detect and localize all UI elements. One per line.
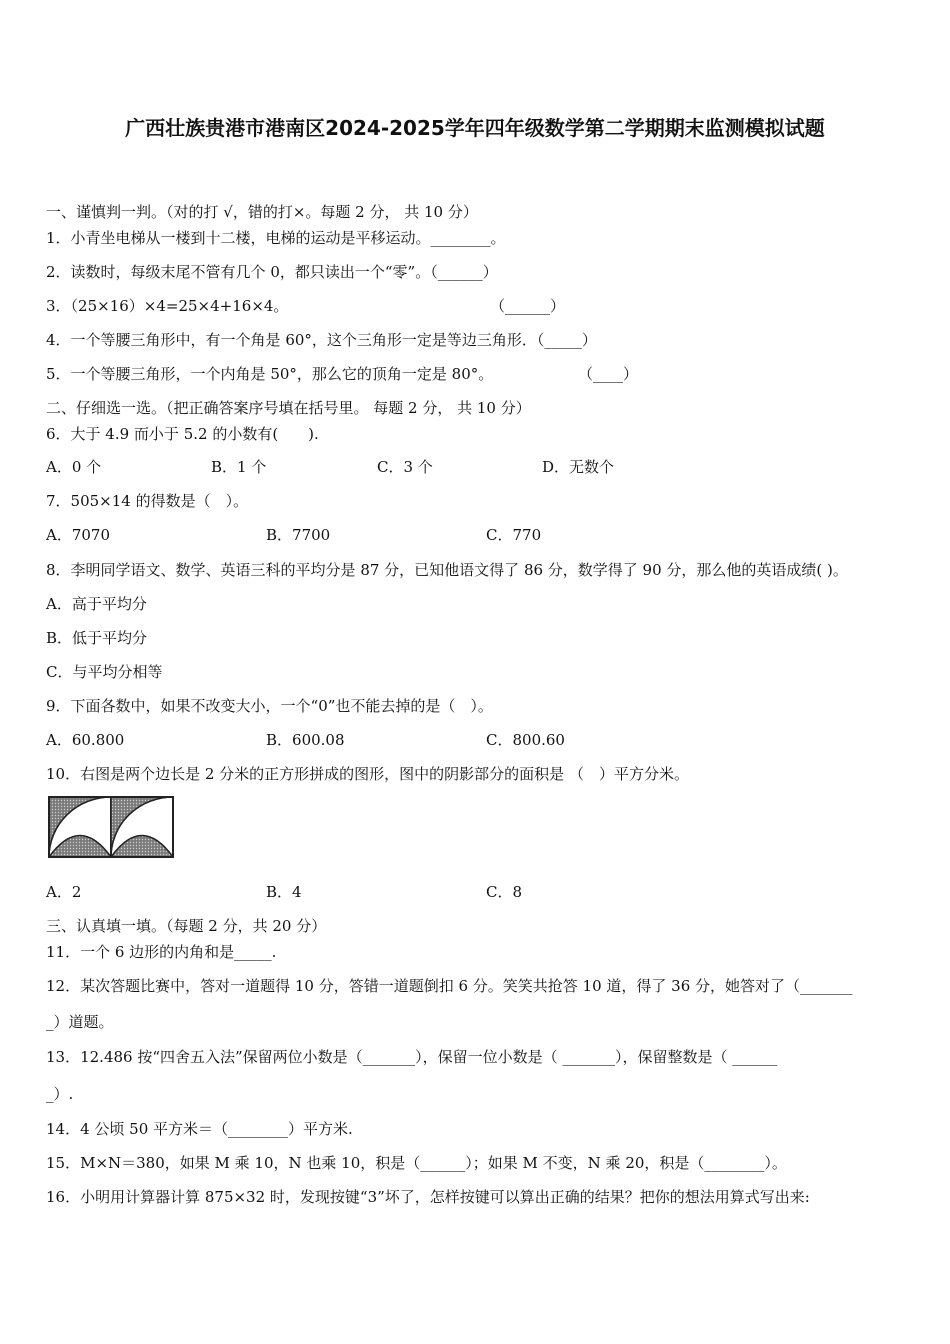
q8-option-c: C．与平均分相等	[46, 663, 163, 681]
question-5-blank: （____）	[578, 365, 639, 383]
question-3-blank: （______）	[490, 297, 566, 315]
q9-option-c: C．800.60	[486, 731, 565, 749]
question-11: 11．一个 6 边形的内角和是_____.	[46, 943, 277, 961]
q7-option-a: A．7070	[46, 526, 111, 544]
question-3: 3．（25×16）×4=25×4+16×4。	[46, 297, 289, 315]
q10-option-c: C．8	[486, 883, 523, 901]
page-title: 广西壮族贵港市港南区2024-2025学年四年级数学第二学期期末监测模拟试题	[125, 116, 825, 140]
question-2: 2．读数时，每级末尾不管有几个 0，都只读出一个“零”。（______）	[46, 263, 498, 281]
q9-option-a: A．60.800	[46, 731, 125, 749]
q8-option-b: B．低于平均分	[46, 629, 148, 647]
section1-header: 一、谨慎判一判。（对的打 √，错的打×。每题 2 分， 共 10 分）	[46, 203, 478, 221]
q10-option-a: A．2	[46, 883, 82, 901]
question-4: 4．一个等腰三角形中，有一个角是 60°，这个三角形一定是等边三角形．（_____）	[46, 331, 597, 349]
question-12: 12．某次答题比赛中，答对一道题得 10 分，答错一道题倒扣 6 分。笑笑共抢答 10 道，得了 36 分，她答对了（_______	[46, 977, 853, 995]
question-16: 16．小明用计算器计算 875×32 时，发现按键“3”坏了，怎样按键可以算出正确的结果？把你的想法用算式写出来:	[46, 1188, 810, 1206]
question-7: 7．505×14 的得数是（ ）。	[46, 492, 249, 510]
q6-option-a: A．0 个	[46, 458, 102, 476]
question-10: 10．右图是两个边长是 2 分米的正方形拼成的图形，图中的阴影部分的面积是 （ ）平方分米。	[46, 765, 689, 783]
question-13: 13．12.486 按“四舍五入法”保留两位小数是（_______），保留一位小数是（ _______），保留整数是（ ______	[46, 1048, 778, 1066]
section3-header: 三、认真填一填。（每题 2 分，共 20 分）	[46, 917, 327, 935]
q6-option-b: B．1 个	[211, 458, 267, 476]
q9-option-b: B．600.08	[266, 731, 345, 749]
q6-option-c: C．3 个	[377, 458, 433, 476]
question-6: 6．大于 4.9 而小于 5.2 的小数有( ).	[46, 425, 319, 443]
q7-option-b: B．7700	[266, 526, 331, 544]
question-13-cont: _）.	[46, 1085, 74, 1103]
q8-option-a: A．高于平均分	[46, 595, 147, 613]
section2-header: 二、仔细选一选。（把正确答案序号填在括号里。 每题 2 分， 共 10 分）	[46, 399, 531, 417]
q6-option-d: D．无数个	[542, 458, 615, 476]
question-12-cont: _）道题。	[46, 1013, 114, 1031]
question-15: 15．M×N＝380，如果 M 乘 10，N 也乘 10，积是（______）；如果 M 不变，N 乘 20，积是（________）。	[46, 1154, 787, 1172]
question-14: 14．4 公顷 50 平方米＝（________）平方米.	[46, 1120, 353, 1138]
question-5: 5．一个等腰三角形，一个内角是 50°，那么它的顶角一定是 80°。	[46, 365, 494, 383]
question-8: 8．李明同学语文、数学、英语三科的平均分是 87 分，已知他语文得了 86 分，数学得了 90 分，那么他的英语成绩( )。	[46, 561, 848, 579]
q7-option-c: C．770	[486, 526, 542, 544]
q10-option-b: B．4	[266, 883, 302, 901]
squares-figure	[48, 796, 174, 858]
question-1: 1．小青坐电梯从一楼到十二楼，电梯的运动是平移运动。________。	[46, 229, 506, 247]
question-9: 9．下面各数中，如果不改变大小，一个“0”也不能去掉的是（ ）。	[46, 697, 493, 715]
